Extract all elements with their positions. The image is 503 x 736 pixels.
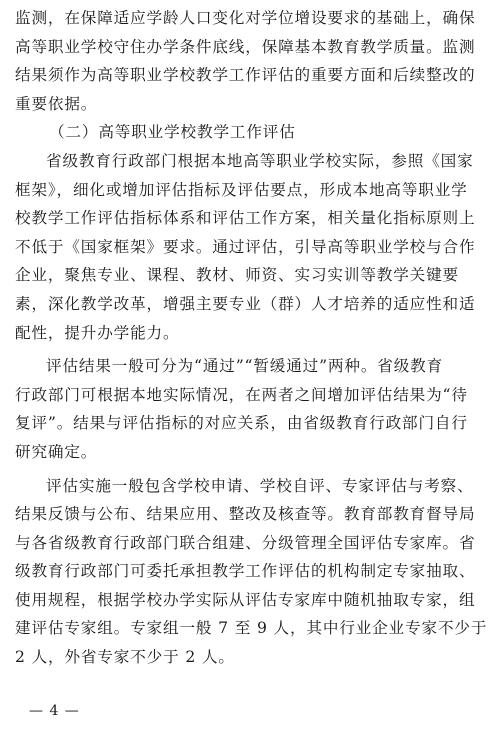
text-line: 素，深化教学改革，增强主要专业（群）人才培养的适应性和适 xyxy=(15,294,476,313)
text-line: 结果反馈与公布、结果应用、整改及核查等。教育部教育督导局 xyxy=(15,505,476,524)
text-line: 不低于《国家框架》要求。通过评估，引导高等职业学校与合作 xyxy=(15,237,476,256)
text-line: 研究确定。 xyxy=(15,442,98,461)
text-line: 评估实施一般包含学校申请、学校自评、专家评估与考察、 xyxy=(46,476,474,495)
text-line: 复评”。结果与评估指标的对应关系，由省级教育行政部门自行 xyxy=(15,414,468,433)
text-line: 级教育行政部门可委托承担教学工作评估的机构制定专家抽取、 xyxy=(15,562,476,581)
text-line: 校教学工作评估指标体系和评估工作方案，相关量化指标原则上 xyxy=(15,209,476,228)
text-line: 监测，在保障适应学龄人口变化对学位增设要求的基础上，确保 xyxy=(15,9,476,27)
section-heading: （二）高等职业学校教学工作评估 xyxy=(49,123,296,142)
text-line: 结果须作为高等职业学校教学工作评估的重要方面和后续整改的 xyxy=(15,66,476,85)
page-number: — 4 — xyxy=(29,703,80,719)
text-line: 高等职业学校守住办学条件底线，保障基本教育教学质量。监测 xyxy=(15,37,476,56)
document-body xyxy=(15,4,495,672)
text-line: 企业，聚焦专业、课程、教材、师资、实习实训等教学关键要 xyxy=(15,266,459,285)
text-line: 2 人，外省专家不少于 2 人。 xyxy=(15,648,235,667)
text-line: 框架》，细化或增加评估指标及评估要点，形成本地高等职业学 xyxy=(15,180,468,199)
text-line: 行政部门可根据本地实际情况，在两者之间增加评估结果为“待 xyxy=(15,385,468,404)
text-line: 与各省级教育行政部门联合组建、分级管理全国评估专家库。省 xyxy=(15,533,476,552)
text-line: 配性，提升办学能力。 xyxy=(15,323,180,342)
text-line: 重要依据。 xyxy=(15,94,98,113)
text-line: 评估结果一般可分为“通过”“暂缓通过”两种。省级教育 xyxy=(46,357,444,376)
text-line: 省级教育行政部门根据本地高等职业学校实际，参照《国家 xyxy=(46,151,474,170)
text-line: 使用规程，根据学校办学实际从评估专家库中随机抽取专家，组 xyxy=(15,590,476,609)
text-line: 建评估专家组。专家组一般 7 至 9 人，其中行业企业专家不少于 xyxy=(15,619,488,638)
